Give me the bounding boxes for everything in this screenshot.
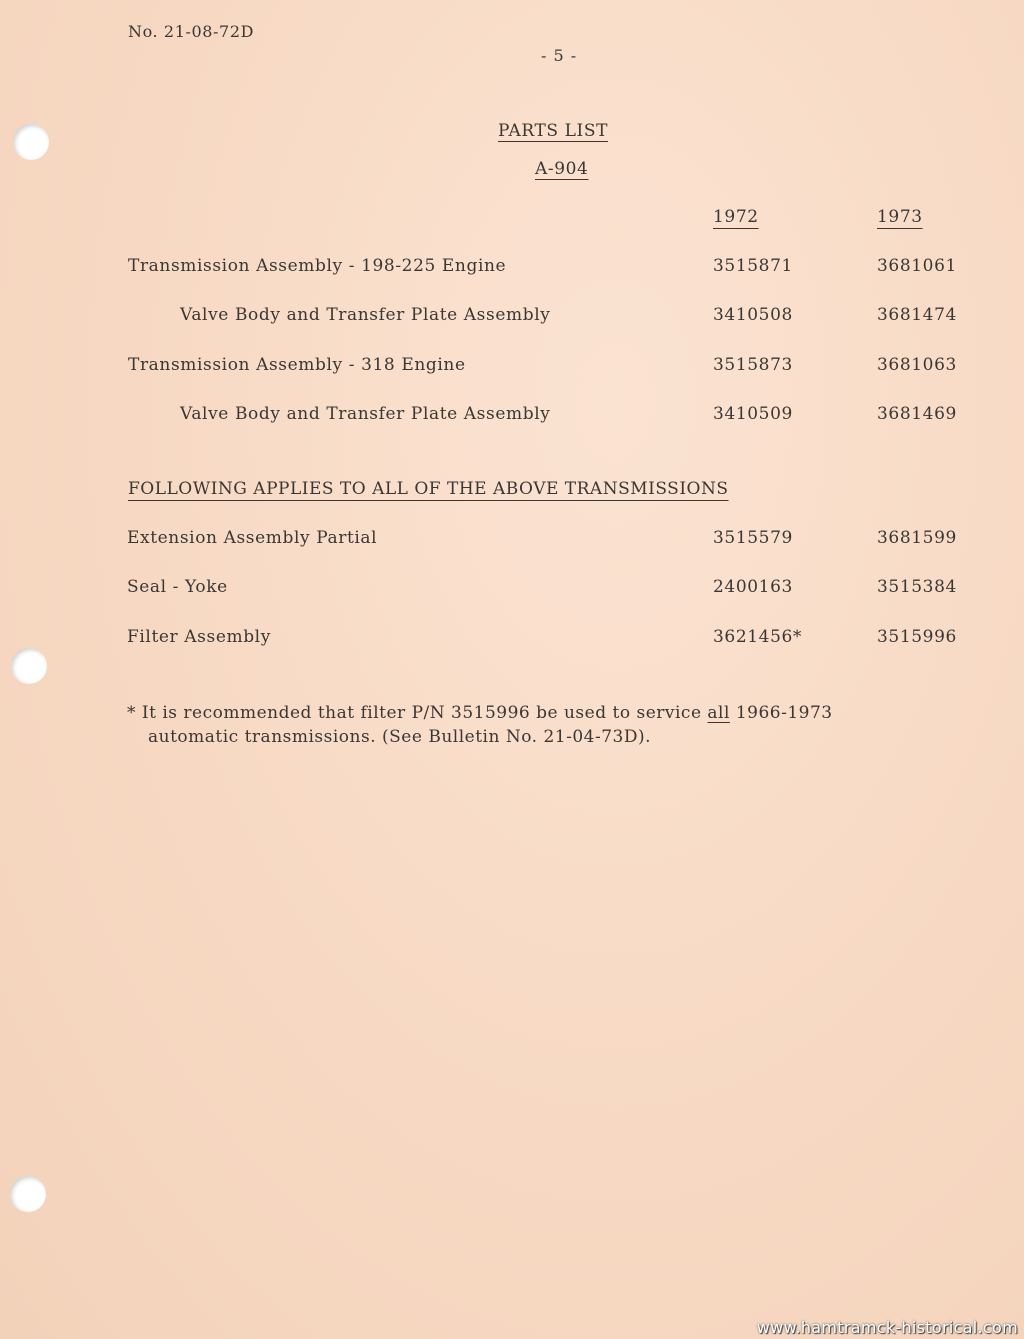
part-name: Filter Assembly [127, 627, 271, 647]
footnote-text-end: 1966-1973 [729, 703, 833, 723]
part-number-1973: 3681469 [877, 404, 957, 424]
page-title: PARTS LIST [498, 121, 609, 141]
footnote [127, 701, 833, 749]
part-number-1972: 3410509 [713, 404, 793, 424]
watermark: www.hamtramck-historical.com [756, 1318, 1018, 1337]
part-number-1972: 3515579 [713, 528, 793, 548]
part-number-1973: 3515996 [877, 627, 957, 647]
footnote-line-2: automatic transmissions. (See Bulletin No. 21-04-73D). [148, 727, 651, 747]
part-name: Transmission Assembly - 198-225 Engine [128, 256, 507, 276]
part-name: Valve Body and Transfer Plate Assembly [180, 305, 551, 325]
footnote-emphasis: all [707, 703, 730, 723]
binder-hole-top [13, 124, 49, 160]
part-number-1972: 3410508 [713, 305, 793, 325]
part-number-1973: 3681599 [877, 528, 957, 548]
part-number-1973: 3681061 [877, 256, 957, 276]
page-number: - 5 - [541, 46, 578, 65]
part-number-1973: 3681474 [877, 305, 957, 325]
column-header-1972: 1972 [713, 207, 759, 227]
part-number-1973: 3515384 [877, 577, 957, 597]
part-number-1972: 3515873 [713, 355, 793, 375]
section-heading: FOLLOWING APPLIES TO ALL OF THE ABOVE TRANSMISSIONS [128, 479, 729, 499]
footnote-text: * It is recommended that filter P/N 3515996 be used to service [127, 703, 708, 723]
document-number: No. 21-08-72D [128, 22, 255, 41]
binder-hole-middle [11, 648, 47, 684]
page-subtitle: A-904 [535, 159, 589, 179]
column-header-1973: 1973 [877, 207, 923, 227]
part-name: Extension Assembly Partial [127, 528, 378, 548]
part-number-1972: 3515871 [713, 256, 793, 276]
part-number-1972: 2400163 [713, 577, 793, 597]
part-number-1972: 3621456* [713, 627, 803, 647]
part-name: Valve Body and Transfer Plate Assembly [180, 404, 551, 424]
part-name: Transmission Assembly - 318 Engine [128, 355, 466, 375]
part-name: Seal - Yoke [127, 577, 228, 597]
binder-hole-bottom [10, 1176, 46, 1212]
part-number-1973: 3681063 [877, 355, 957, 375]
